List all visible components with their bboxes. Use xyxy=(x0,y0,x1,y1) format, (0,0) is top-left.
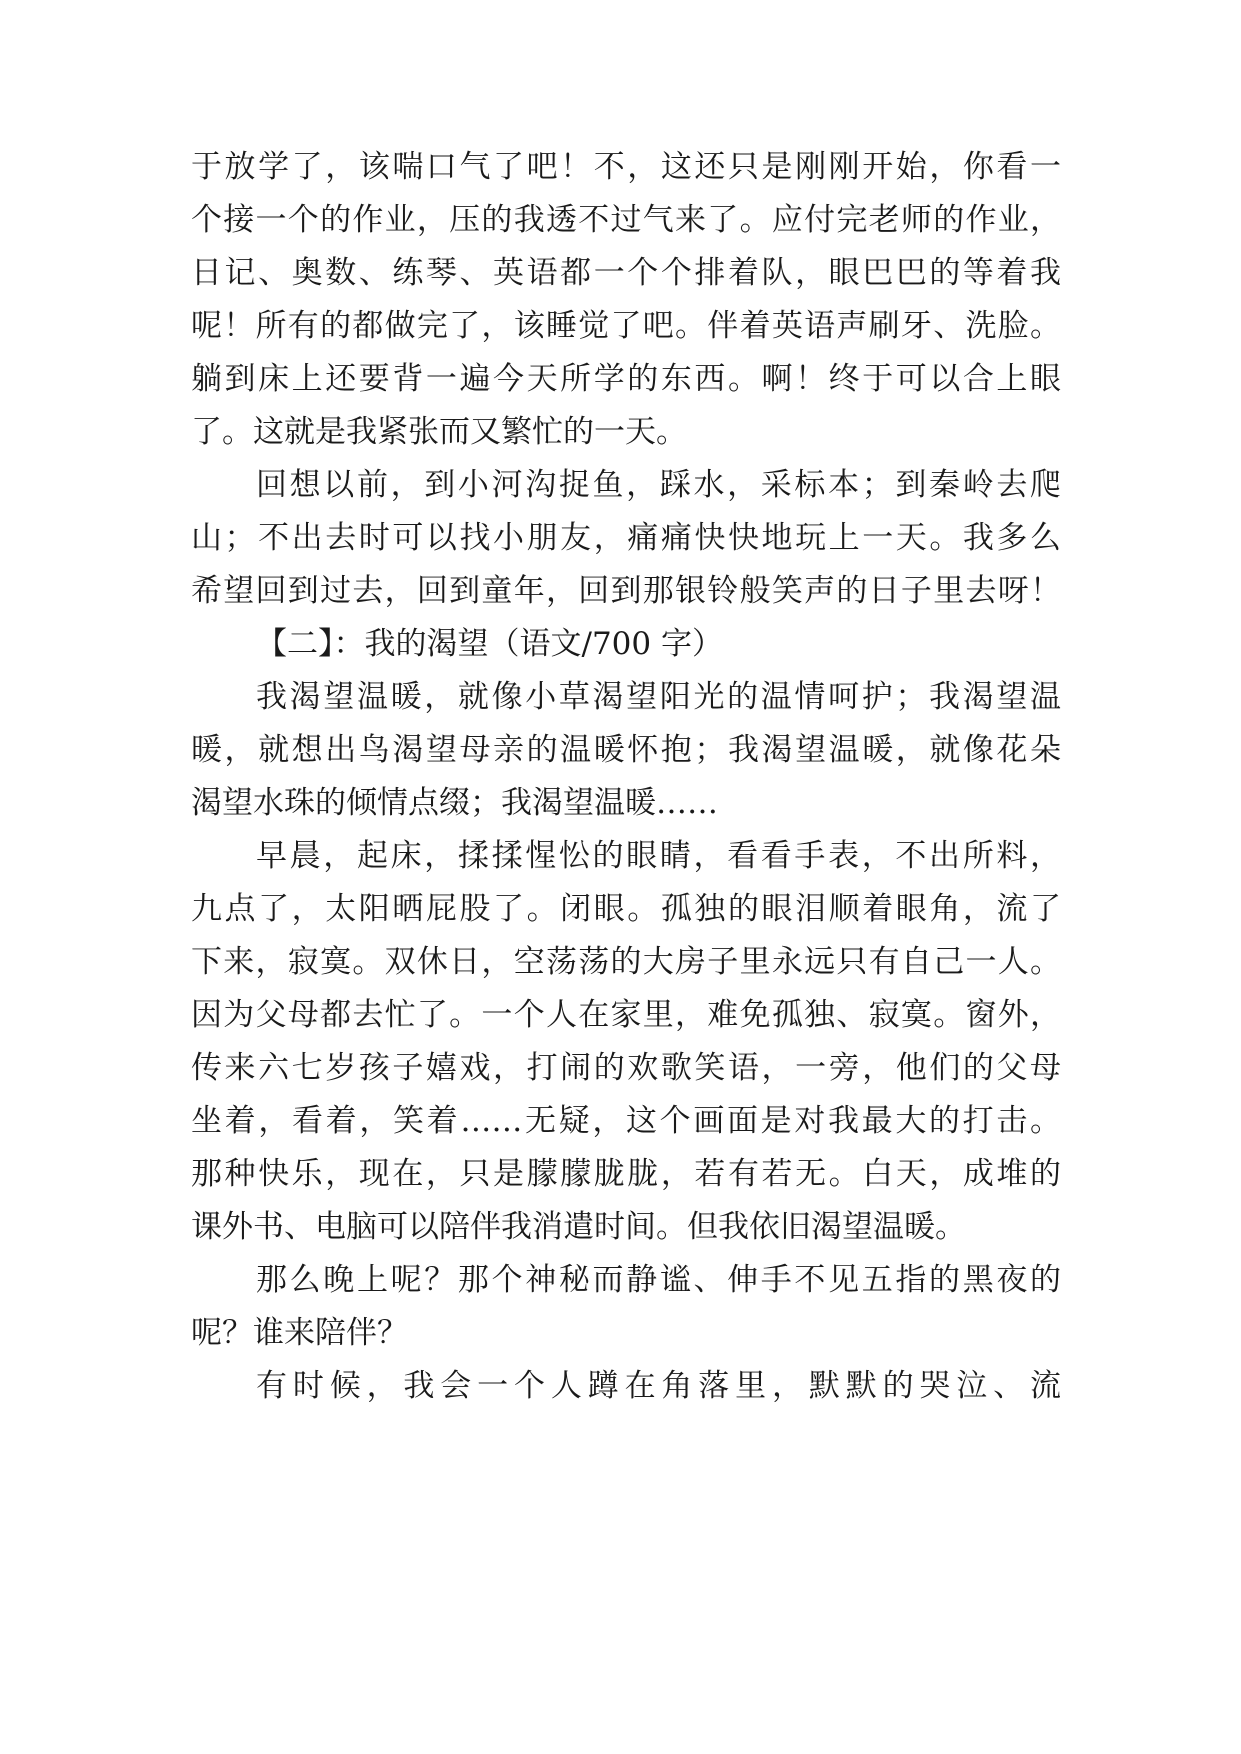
text-line: 了。这就是我紧张而又繁忙的一天。 xyxy=(191,414,687,450)
section-heading: 【二】：我的渴望（语文/700 字） xyxy=(256,626,723,662)
paragraph-first-line: 回想以前，到小河沟捉鱼，踩水，采标本；到秦岭去爬 xyxy=(256,467,1061,503)
text-line: 呢！所有的都做完了，该睡觉了吧。伴着英语声刷牙、洗脸。 xyxy=(191,308,1061,344)
text-line: 呢？谁来陪伴？ xyxy=(191,1315,408,1351)
paragraph-first-line: 我渴望温暖，就像小草渴望阳光的温情呵护；我渴望温 xyxy=(256,679,1061,715)
text-line: 躺到床上还要背一遍今天所学的东西。啊！终于可以合上眼 xyxy=(191,361,1061,397)
text-line: 希望回到过去，回到童年，回到那银铃般笑声的日子里去呀！ xyxy=(191,573,1061,609)
text-line: 山；不出去时可以找小朋友，痛痛快快地玩上一天。我多么 xyxy=(191,520,1061,556)
text-line: 暖，就想出鸟渴望母亲的温暖怀抱；我渴望温暖，就像花朵 xyxy=(191,732,1061,768)
text-line: 渴望水珠的倾情点缀；我渴望温暖…… xyxy=(191,785,718,821)
text-line: 于放学了，该喘口气了吧！不，这还只是刚刚开始，你看一 xyxy=(191,149,1061,185)
text-line: 日记、奥数、练琴、英语都一个个排着队，眼巴巴的等着我 xyxy=(191,255,1061,291)
paragraph-first-line: 有时候，我会一个人蹲在角落里，默默的哭泣、流 xyxy=(256,1368,1061,1404)
text-line: 九点了，太阳晒屁股了。闭眼。孤独的眼泪顺着眼角，流了 xyxy=(191,891,1061,927)
text-line: 下来，寂寞。双休日，空荡荡的大房子里永远只有自己一人。 xyxy=(191,944,1061,980)
paragraph-first-line: 那么晚上呢？那个神秘而静谧、伸手不见五指的黑夜的 xyxy=(256,1262,1061,1298)
paragraph-first-line: 早晨，起床，揉揉惺忪的眼睛，看看手表，不出所料， xyxy=(256,838,1061,874)
text-line: 因为父母都去忙了。一个人在家里，难免孤独、寂寞。窗外， xyxy=(191,997,1061,1033)
text-line: 坐着，看着，笑着……无疑，这个画面是对我最大的打击。 xyxy=(191,1103,1061,1139)
text-line: 传来六七岁孩子嬉戏，打闹的欢歌笑语，一旁，他们的父母 xyxy=(191,1050,1061,1086)
text-line: 课外书、电脑可以陪伴我消遣时间。但我依旧渴望温暖。 xyxy=(191,1209,966,1245)
text-line: 个接一个的作业，压的我透不过气来了。应付完老师的作业， xyxy=(191,202,1061,238)
text-line: 那种快乐，现在，只是朦朦胧胧，若有若无。白天，成堆的 xyxy=(191,1156,1061,1192)
